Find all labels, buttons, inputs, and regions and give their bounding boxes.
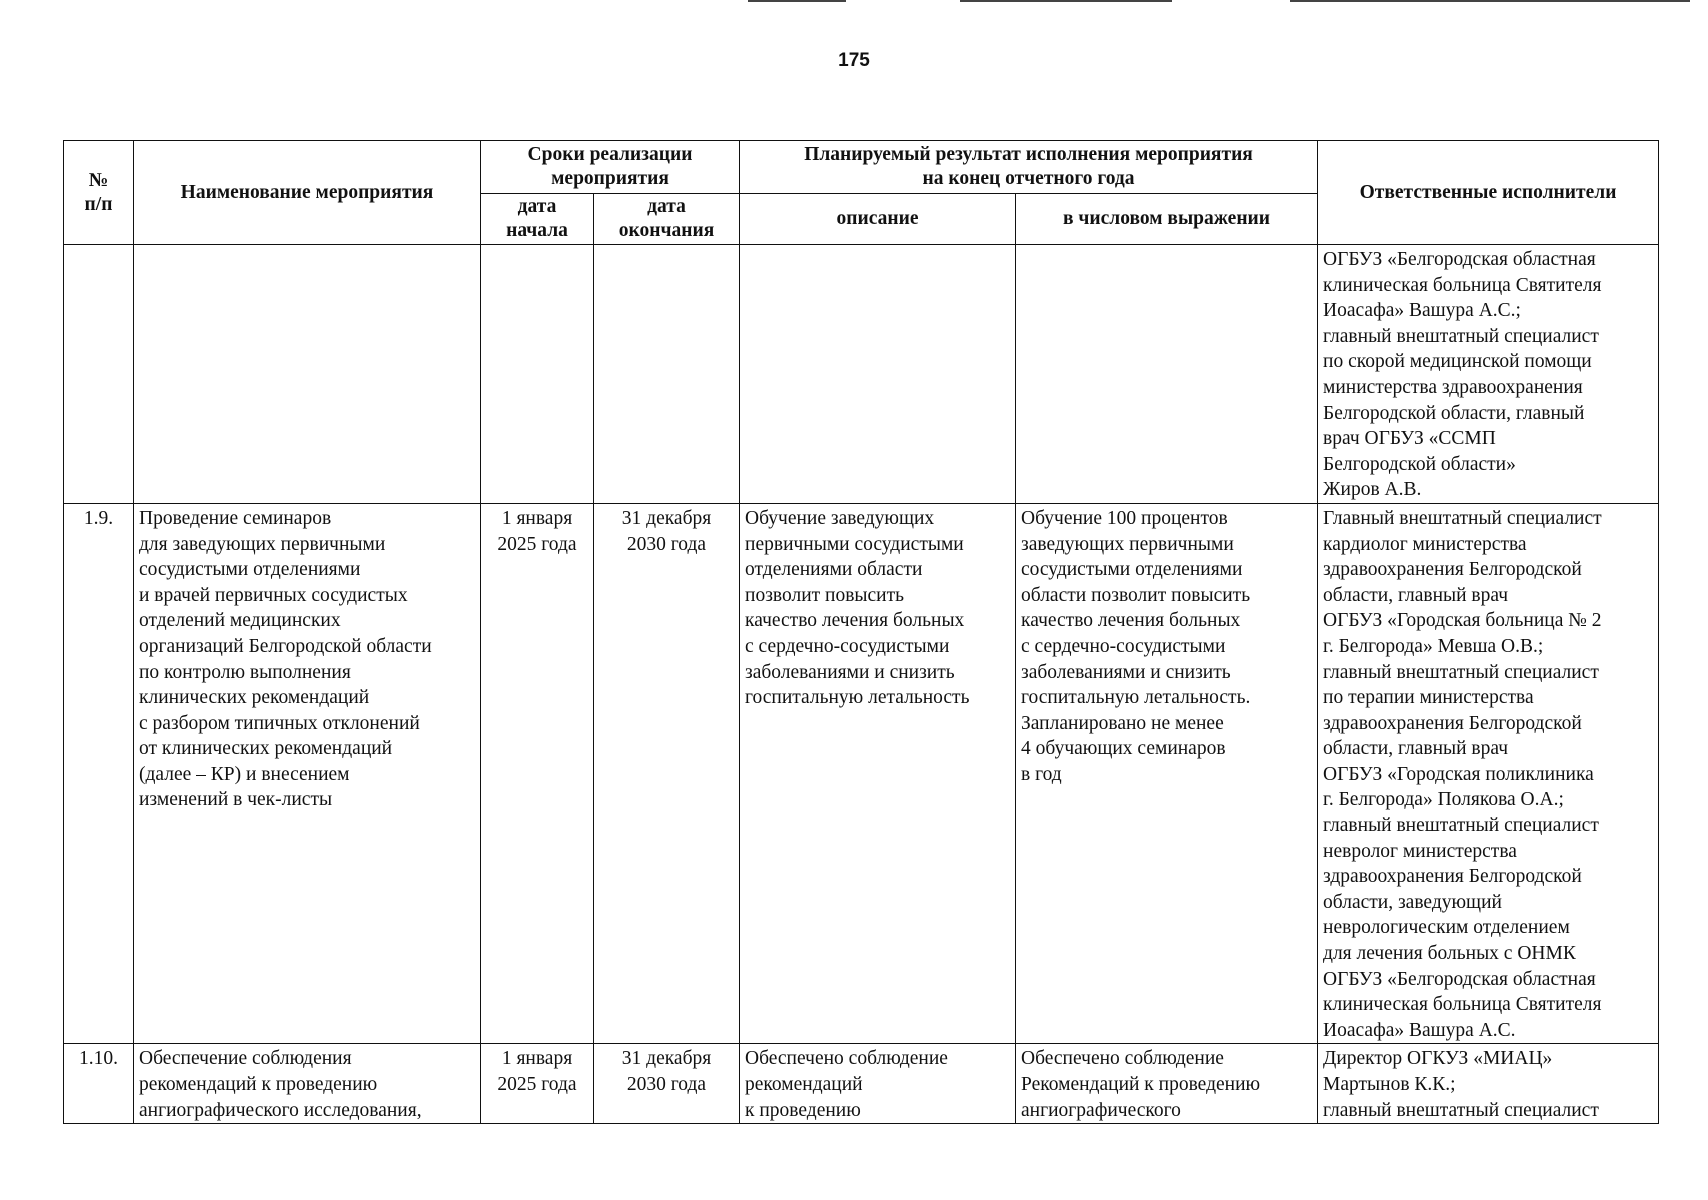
- page-number: 175: [838, 50, 870, 71]
- table-header: [64, 141, 1659, 245]
- text-line: для лечения больных с ОНМК: [1323, 943, 1576, 965]
- scan-top-edge-mark: [1290, 0, 1690, 2]
- text-line: области, главный врач: [1323, 584, 1509, 606]
- cell-end-date: [594, 1044, 740, 1124]
- text-line: 4 обучающих семинаров: [1021, 738, 1226, 760]
- text-line: рекомендаций к проведению: [139, 1074, 378, 1095]
- text-line: и врачей первичных сосудистых: [139, 584, 408, 606]
- text-line: Обучение 100 процентов: [1021, 507, 1228, 529]
- text-line: 31 декабря: [621, 507, 712, 529]
- text-line: невролог министерства: [1323, 840, 1517, 862]
- cell-num: 1.10.: [64, 1044, 134, 1124]
- text-line: г. Белгорода» Полякова О.А.;: [1323, 789, 1564, 811]
- text-line: заболеваниями и снизить: [1021, 661, 1231, 683]
- text-line: 2030 года: [626, 533, 707, 555]
- text-line: ОГБУЗ «Городская больница № 2: [1323, 610, 1602, 632]
- activities-table: [63, 140, 1659, 1124]
- cell-responsible: [1318, 1044, 1659, 1124]
- cell-numeric: [1016, 245, 1318, 504]
- text-line: с разбором типичных отклонений: [139, 712, 420, 734]
- header-end-date: дата окончания: [594, 194, 740, 245]
- cell-description: [740, 245, 1016, 504]
- text-line: главный внештатный специалист: [1323, 1099, 1599, 1121]
- text-line: неврологическим отделением: [1323, 917, 1570, 939]
- text-line: сосудистыми отделениями: [1021, 559, 1243, 581]
- cell-num: [64, 245, 134, 504]
- text-line: министерства здравоохранения: [1323, 376, 1583, 398]
- header-num: № п/п: [64, 141, 134, 245]
- cell-name: [134, 503, 481, 1043]
- header-description: описание: [740, 194, 1016, 245]
- text-line: Главный внештатный специалист: [1323, 507, 1602, 529]
- text-line: Иоасафа» Вашура А.С.;: [1323, 300, 1521, 322]
- text-line: Рекомендаций к проведению: [1021, 1074, 1261, 1095]
- text-line: области, заведующий: [1323, 891, 1502, 913]
- text-line: с сердечно-сосудистыми: [745, 635, 950, 657]
- text-line: здравоохранения Белгородской: [1323, 866, 1582, 888]
- text-line: Запланировано не менее: [1021, 712, 1224, 734]
- text-line: здравоохранения Белгородской: [1323, 559, 1582, 581]
- cell-numeric: [1016, 1044, 1318, 1124]
- text-line: 2025 года: [497, 533, 577, 555]
- text-line: ОГБУЗ «Белгородская областная: [1323, 968, 1596, 990]
- text-line: врач ОГБУЗ «ССМП: [1323, 428, 1496, 450]
- scan-top-edge-mark: [748, 0, 846, 2]
- text-line: здравоохранения Белгородской: [1323, 712, 1582, 734]
- text-line: главный внештатный специалист: [1323, 661, 1599, 683]
- text-line: с сердечно-сосудистыми: [1021, 635, 1226, 657]
- text-line: 1 января: [501, 1048, 573, 1070]
- cell-num: 1.9.: [64, 503, 134, 1043]
- cell-description: [740, 1044, 1016, 1124]
- text-line: сосудистыми отделениями: [139, 559, 361, 581]
- text-line: госпитальную летальность: [745, 687, 970, 709]
- text-line: для заведующих первичными: [139, 533, 386, 555]
- cell-responsible: [1318, 245, 1659, 504]
- text-line: ангиографического исследования,: [139, 1099, 422, 1121]
- header-numeric: в числовом выражении: [1016, 194, 1318, 245]
- table-row: [64, 1044, 1659, 1124]
- text-line: изменений в чек-листы: [139, 789, 333, 811]
- header-responsible: Ответственные исполнители: [1318, 141, 1659, 245]
- text-line: клиническая больница Святителя: [1323, 994, 1602, 1016]
- cell-name: [134, 245, 481, 504]
- header-start-date: дата начала: [481, 194, 594, 245]
- table-body: [64, 245, 1659, 1124]
- text-line: области, главный врач: [1323, 738, 1509, 760]
- cell-start-date: [481, 245, 594, 504]
- text-line: Мартынов К.К.;: [1323, 1074, 1456, 1095]
- text-line: к проведению: [745, 1099, 861, 1121]
- text-line: госпитальную летальность.: [1021, 687, 1251, 709]
- text-line: качество лечения больных: [745, 610, 965, 632]
- text-line: по терапии министерства: [1323, 687, 1534, 709]
- cell-name: [134, 1044, 481, 1124]
- text-line: г. Белгорода» Мевша О.В.;: [1323, 635, 1544, 657]
- text-line: Директор ОГКУЗ «МИАЦ»: [1323, 1048, 1553, 1070]
- text-line: кардиолог министерства: [1323, 533, 1527, 555]
- text-line: 1 января: [501, 507, 573, 529]
- text-line: заболеваниями и снизить: [745, 661, 955, 683]
- header-period: Сроки реализации мероприятия: [481, 141, 740, 194]
- text-line: рекомендаций: [745, 1074, 863, 1095]
- text-line: главный внештатный специалист: [1323, 815, 1599, 837]
- text-line: ОГБУЗ «Городская поликлиника: [1323, 763, 1594, 785]
- text-line: первичными сосудистыми: [745, 533, 964, 555]
- text-line: 2025 года: [497, 1074, 577, 1095]
- cell-start-date: [481, 1044, 594, 1124]
- cell-description: [740, 503, 1016, 1043]
- text-line: в год: [1021, 763, 1062, 785]
- text-line: заведующих первичными: [1021, 533, 1234, 555]
- text-line: Обучение заведующих: [745, 507, 935, 529]
- text-line: Белгородской области»: [1323, 453, 1516, 475]
- cell-start-date: [481, 503, 594, 1043]
- text-line: по скорой медицинской помощи: [1323, 351, 1592, 373]
- text-line: области позволит повысить: [1021, 584, 1251, 606]
- text-line: клинических рекомендаций: [139, 687, 370, 709]
- text-line: клиническая больница Святителя: [1323, 274, 1602, 296]
- text-line: от клинических рекомендаций: [139, 738, 393, 760]
- text-line: по контролю выполнения: [139, 661, 351, 683]
- text-line: 2030 года: [626, 1074, 707, 1095]
- text-line: ангиографического: [1021, 1099, 1181, 1121]
- cell-end-date: [594, 245, 740, 504]
- text-line: Иоасафа» Вашура А.С.: [1323, 1019, 1516, 1041]
- text-line: Обеспечено соблюдение: [745, 1048, 948, 1070]
- cell-numeric: [1016, 503, 1318, 1043]
- cell-end-date: [594, 503, 740, 1043]
- text-line: Проведение семинаров: [139, 507, 332, 529]
- text-line: Обеспечено соблюдение: [1021, 1048, 1224, 1070]
- text-line: позволит повысить: [745, 584, 905, 606]
- text-line: качество лечения больных: [1021, 610, 1241, 632]
- text-line: (далее – КР) и внесением: [139, 763, 350, 785]
- text-line: Жиров А.В.: [1323, 479, 1422, 501]
- header-result: Планируемый результат исполнения мероприятия на конец отчетного года: [740, 141, 1318, 194]
- text-line: отделений медицинских: [139, 610, 341, 632]
- text-line: Белгородской области, главный: [1323, 402, 1585, 424]
- text-line: организаций Белгородской области: [139, 635, 432, 657]
- text-line: 31 декабря: [621, 1048, 712, 1070]
- text-line: главный внештатный специалист: [1323, 325, 1599, 347]
- text-line: отделениями области: [745, 559, 923, 581]
- text-line: Обеспечение соблюдения: [139, 1048, 352, 1070]
- table-row: [64, 245, 1659, 504]
- text-line: ОГБУЗ «Белгородская областная: [1323, 249, 1596, 270]
- table-row: [64, 503, 1659, 1043]
- header-name: Наименование мероприятия: [134, 141, 481, 245]
- cell-responsible: [1318, 503, 1659, 1043]
- scan-top-edge-mark: [960, 0, 1172, 2]
